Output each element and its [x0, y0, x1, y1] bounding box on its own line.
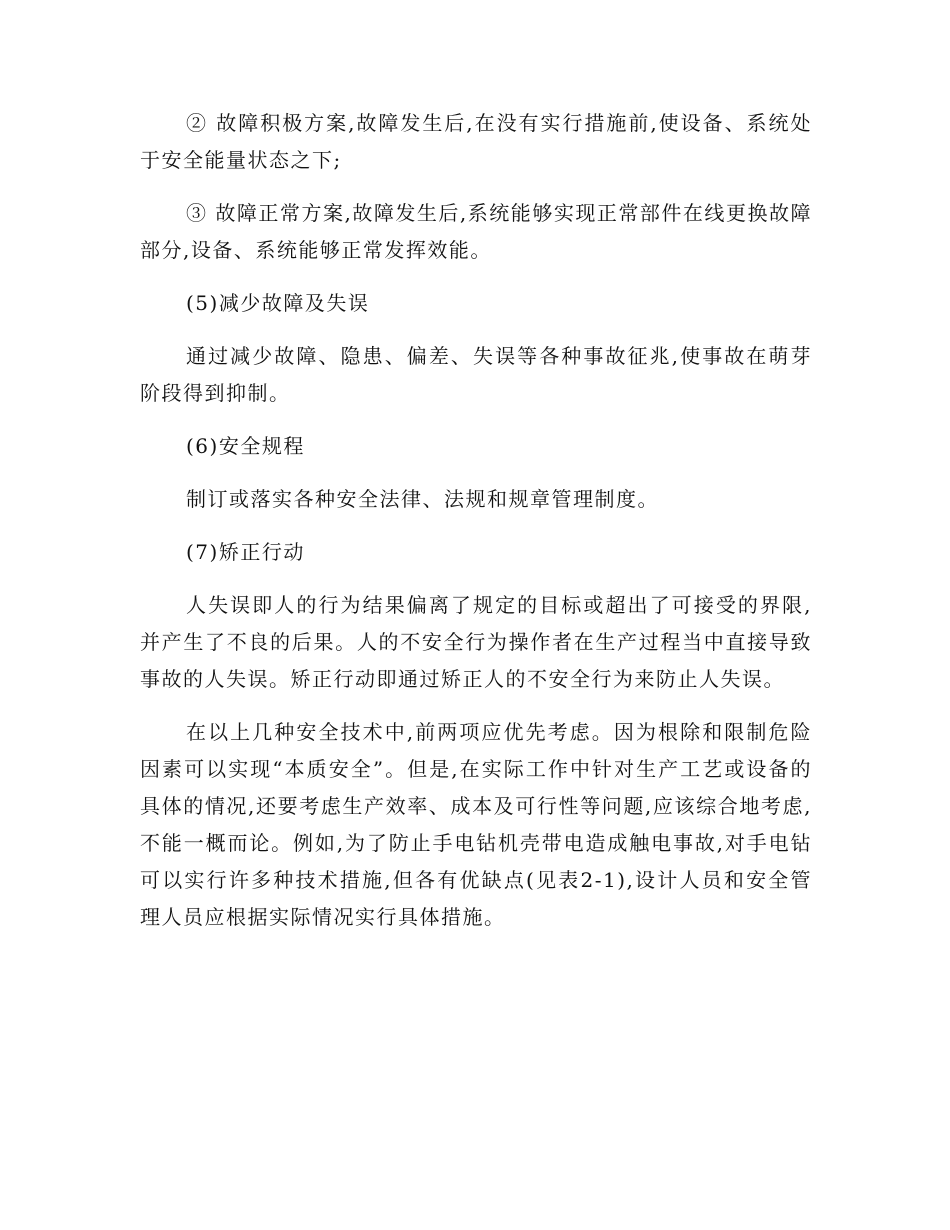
paragraph-safety-techniques-summary: 在以上几种安全技术中,前两项应优先考虑。因为根除和限制危险因素可以实现“本质安全”。但是,在实际工作中针对生产工艺或设备的具体的情况,还要考虑生产效率、成本及可行性等问题,应该综合地考虑,不能一概而论。例如,为了防止手电钻机壳带电造成触电事故,对手电钻可以实行许多种技术措施,但各有优缺点(见表2-1),设计人员和安全管理人员应根据实际情况实行具体措施。	[140, 720, 812, 929]
paragraph-safety-rules: 制订或落实各种安全法律、法规和规章管理制度。	[186, 487, 659, 511]
section-heading-safety-rules: (6)安全规程	[186, 434, 305, 458]
paragraph-fault-normal-plan: ③ 故障正常方案,故障发生后,系统能够实现正常部件在线更换故障部分,设备、系统能够正常发挥效能。	[140, 201, 812, 262]
paragraph-fault-active-plan: ② 故障积极方案,故障发生后,在没有实行措施前,使设备、系统处于安全能量状态之下;	[140, 111, 812, 172]
document-body	[140, 105, 812, 936]
section-heading-reduce-faults: (5)减少故障及失误	[186, 291, 370, 315]
paragraph-corrective-action: 人失误即人的行为结果偏离了规定的目标或超出了可接受的界限,并产生了不良的后果。人的不安全行为操作者在生产过程当中直接导致事故的人失误。矫正行动即通过矫正人的不安全行为来防止人失误。	[140, 593, 812, 691]
section-heading-corrective-action: (7)矫正行动	[186, 540, 305, 564]
paragraph-reduce-faults: 通过减少故障、隐患、偏差、失误等各种事故征兆,使事故在萌芽阶段得到抑制。	[140, 344, 812, 405]
